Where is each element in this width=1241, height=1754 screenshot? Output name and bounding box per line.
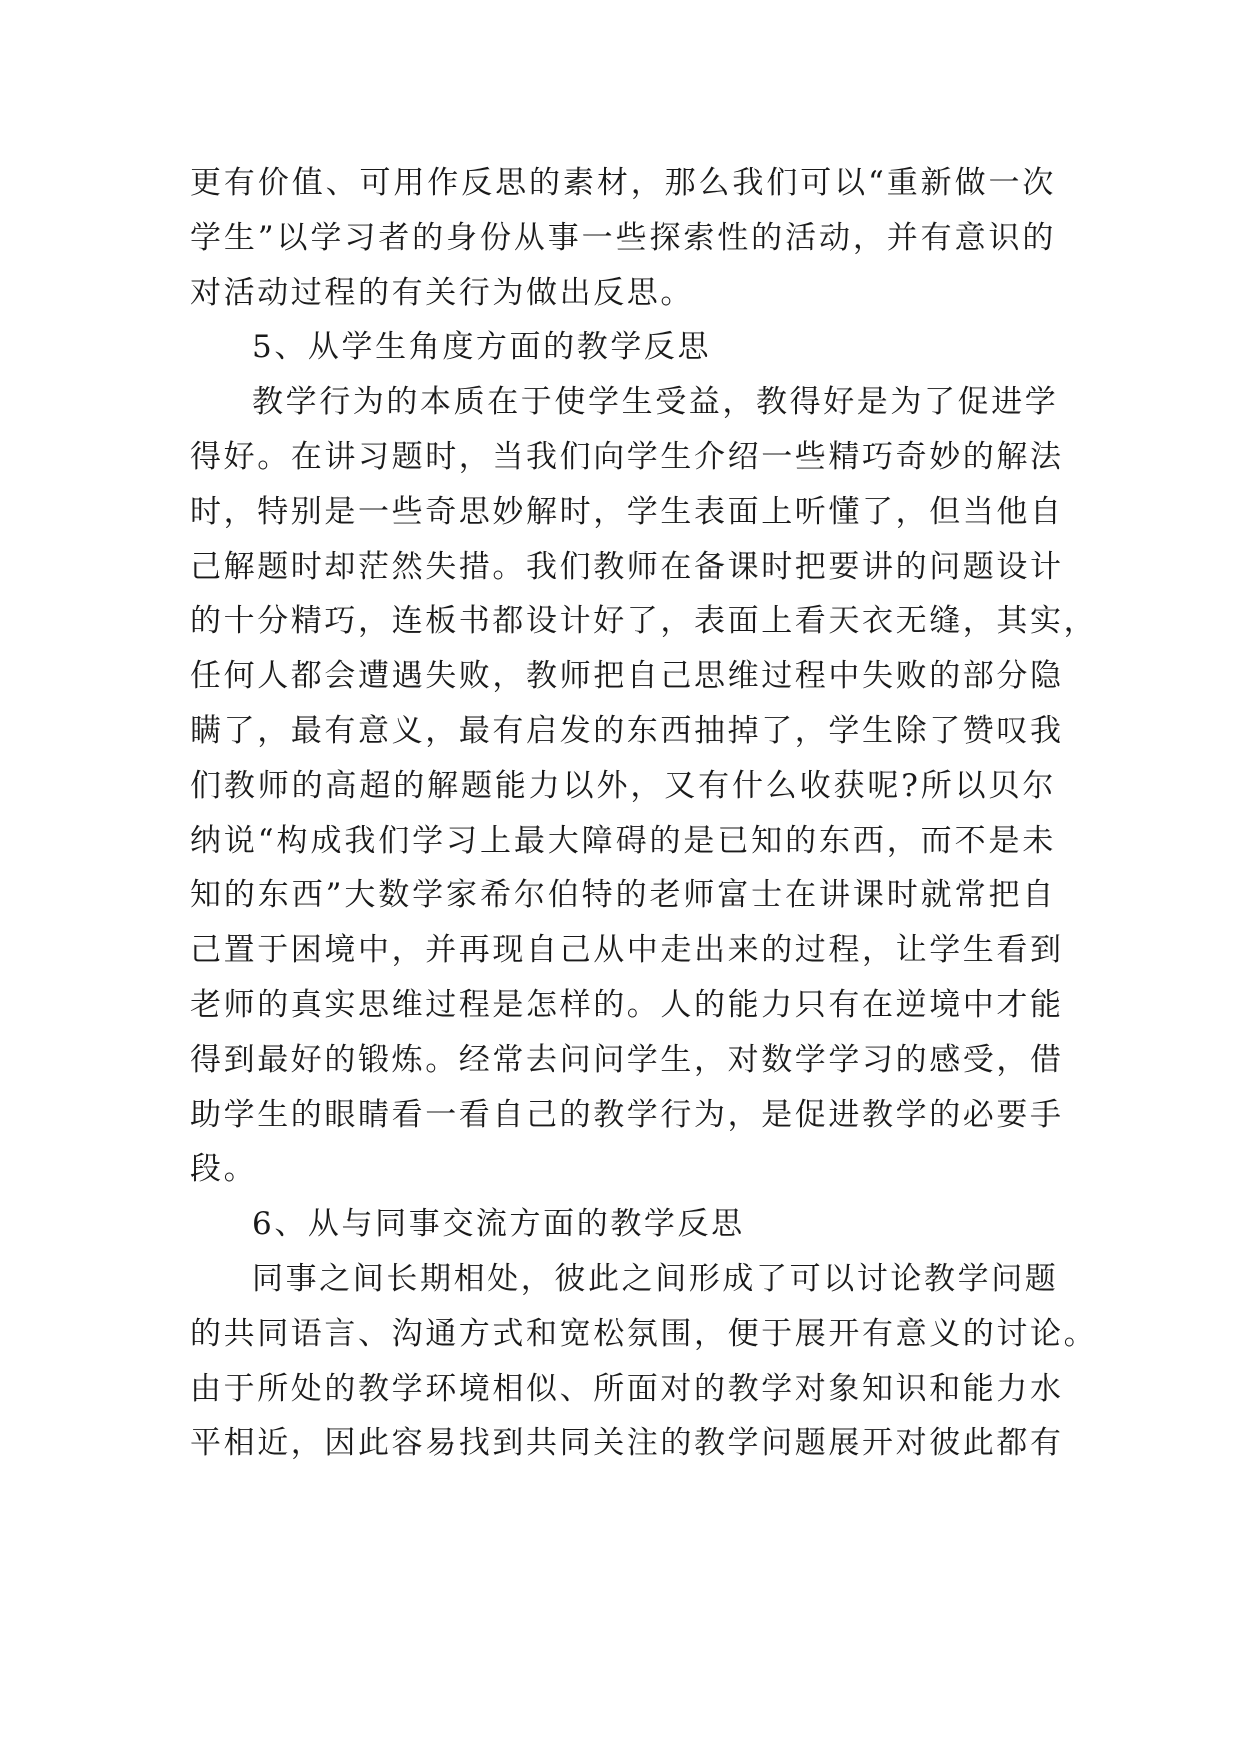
paragraph-first-line: 5、从学生角度方面的教学反思	[252, 329, 712, 366]
text-line: 由于所处的教学环境相似、所面对的教学对象知识和能力水	[190, 1370, 1064, 1407]
text-line: 己置于困境中，并再现自己从中走出来的过程，让学生看到	[190, 932, 1064, 969]
text-line: 的共同语言、沟通方式和宽松氛围，便于展开有意义的讨论。	[190, 1315, 1098, 1352]
text-line: 任何人都会遭遇失败，教师把自己思维过程中失败的部分隐	[190, 658, 1064, 695]
text-line: 得好。在讲习题时，当我们向学生介绍一些精巧奇妙的解法	[190, 438, 1064, 475]
text-line: 对活动过程的有关行为做出反思。	[190, 274, 694, 311]
paragraph-first-line: 教学行为的本质在于使学生受益，教得好是为了促进学	[252, 384, 1059, 421]
text-line: 己解题时却茫然失措。我们教师在备课时把要讲的问题设计	[190, 548, 1064, 585]
paragraph-first-line: 同事之间长期相处，彼此之间形成了可以讨论教学问题	[252, 1260, 1059, 1297]
text-line: 平相近，因此容易找到共同关注的教学问题展开对彼此都有	[190, 1425, 1064, 1462]
text-line: 得到最好的锻炼。经常去问问学生，对数学学习的感受，借	[190, 1041, 1064, 1078]
text-line: 纳说“构成我们学习上最大障碍的是已知的东西，而不是未	[190, 822, 1056, 859]
text-line: 们教师的高超的解题能力以外，又有什么收获呢?所以贝尔	[190, 767, 1056, 804]
document-body	[190, 156, 1098, 1471]
text-line: 的十分精巧，连板书都设计好了，表面上看天衣无缝，其实，	[190, 603, 1098, 640]
text-line: 学生”以学习者的身份从事一些探索性的活动，并有意识的	[190, 219, 1056, 256]
paragraph-first-line: 6、从与同事交流方面的教学反思	[252, 1206, 745, 1243]
text-line: 助学生的眼睛看一看自己的教学行为，是促进教学的必要手	[190, 1096, 1064, 1133]
text-line: 知的东西”大数学家希尔伯特的老师富士在讲课时就常把自	[190, 877, 1056, 914]
text-line: 老师的真实思维过程是怎样的。人的能力只有在逆境中才能	[190, 986, 1064, 1023]
text-line: 瞒了，最有意义，最有启发的东西抽掉了，学生除了赞叹我	[190, 712, 1064, 749]
text-line: 段。	[190, 1151, 258, 1188]
text-line: 更有价值、可用作反思的素材，那么我们可以“重新做一次	[190, 165, 1056, 201]
text-line: 时，特别是一些奇思妙解时，学生表面上听懂了，但当他自	[190, 493, 1064, 530]
